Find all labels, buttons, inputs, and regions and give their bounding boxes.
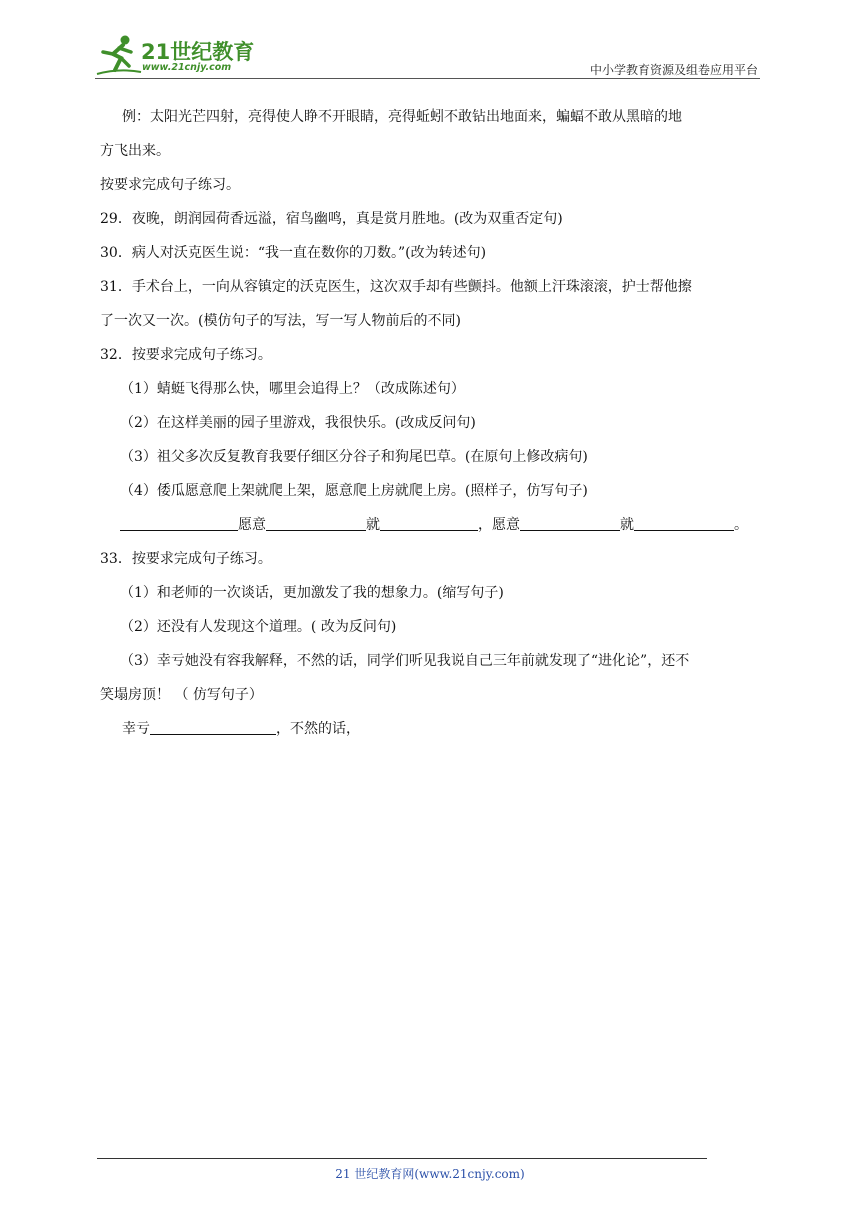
question-30: 30．病人对沃克医生说：“我一直在数你的刀数。”(改为转述句) xyxy=(100,245,487,261)
question-33: 33．按要求完成句子练习。 xyxy=(100,551,272,567)
answer-blank[interactable] xyxy=(120,514,238,531)
fill-word: 就 xyxy=(366,517,380,533)
answer-blank[interactable] xyxy=(634,514,734,531)
fill-word: ，不然的话， xyxy=(276,721,360,737)
answer-blank[interactable] xyxy=(380,514,478,531)
question-31-line-1: 31．手术台上，一向从容镇定的沃克医生，这次双手却有些颤抖。他额上汗珠滚滚，护士帮他擦 xyxy=(100,279,692,295)
question-32-2: （2）在这样美丽的园子里游戏，我很快乐。(改成反问句) xyxy=(120,415,476,431)
question-32-3: （3）祖父多次反复教育我要仔细区分谷子和狗尾巴草。(在原句上修改病句) xyxy=(120,449,588,465)
fill-in-line-33 xyxy=(100,712,765,746)
logo-text: 21世纪教育 xyxy=(141,40,255,64)
answer-blank[interactable] xyxy=(520,514,620,531)
question-31-line-2: 了一次又一次。(模仿句子的写法，写一写人物前后的不同) xyxy=(100,313,461,329)
example-line-1: 例：太阳光芒四射，亮得使人睁不开眼睛，亮得蚯蚓不敢钻出地面来，蝙蝠不敢从黑暗的地 xyxy=(122,109,682,125)
logo-url: www.21cnjy.com xyxy=(142,62,232,73)
question-33-3-line-2: 笑塌房顶！ （ 仿写句子） xyxy=(100,687,263,703)
task-instruction: 按要求完成句子练习。 xyxy=(100,177,240,193)
running-figure-icon xyxy=(95,32,143,78)
answer-blank[interactable] xyxy=(150,718,276,735)
document-body xyxy=(100,100,765,746)
answer-blank[interactable] xyxy=(266,514,366,531)
footer-text: 21 世纪教育网(www.21cnjy.com) xyxy=(335,1167,525,1181)
fill-in-line-32 xyxy=(100,508,765,542)
logo xyxy=(95,32,260,78)
question-32-1: （1）蜻蜓飞得那么快，哪里会追得上？（改成陈述句） xyxy=(120,381,465,397)
question-32-4: （4）倭瓜愿意爬上架就爬上架，愿意爬上房就爬上房。(照样子，仿写句子) xyxy=(120,483,588,499)
header-divider xyxy=(95,78,760,79)
platform-title: 中小学教育资源及组卷应用平台 xyxy=(589,63,758,77)
question-33-1: （1）和老师的一次谈话，更加激发了我的想象力。(缩写句子) xyxy=(120,585,504,601)
question-32: 32．按要求完成句子练习。 xyxy=(100,347,272,363)
fill-word: 愿意 xyxy=(238,517,266,533)
fill-word: 幸亏 xyxy=(122,721,150,737)
question-33-3-line-1: （3）幸亏她没有容我解释，不然的话，同学们听见我说自己三年前就发现了“进化论”，还不 xyxy=(120,653,690,669)
example-line-2: 方飞出来。 xyxy=(100,143,170,159)
question-33-2: （2）还没有人发现这个道理。( 改为反问句) xyxy=(120,619,397,635)
footer-divider xyxy=(97,1158,707,1159)
fill-word: ，愿意 xyxy=(478,517,520,533)
fill-word: 就 xyxy=(620,517,634,533)
question-29: 29．夜晚，朗润园荷香远溢，宿鸟幽鸣，真是赏月胜地。(改为双重否定句) xyxy=(100,211,563,227)
fill-word: 。 xyxy=(734,517,748,533)
page-header xyxy=(95,30,760,80)
